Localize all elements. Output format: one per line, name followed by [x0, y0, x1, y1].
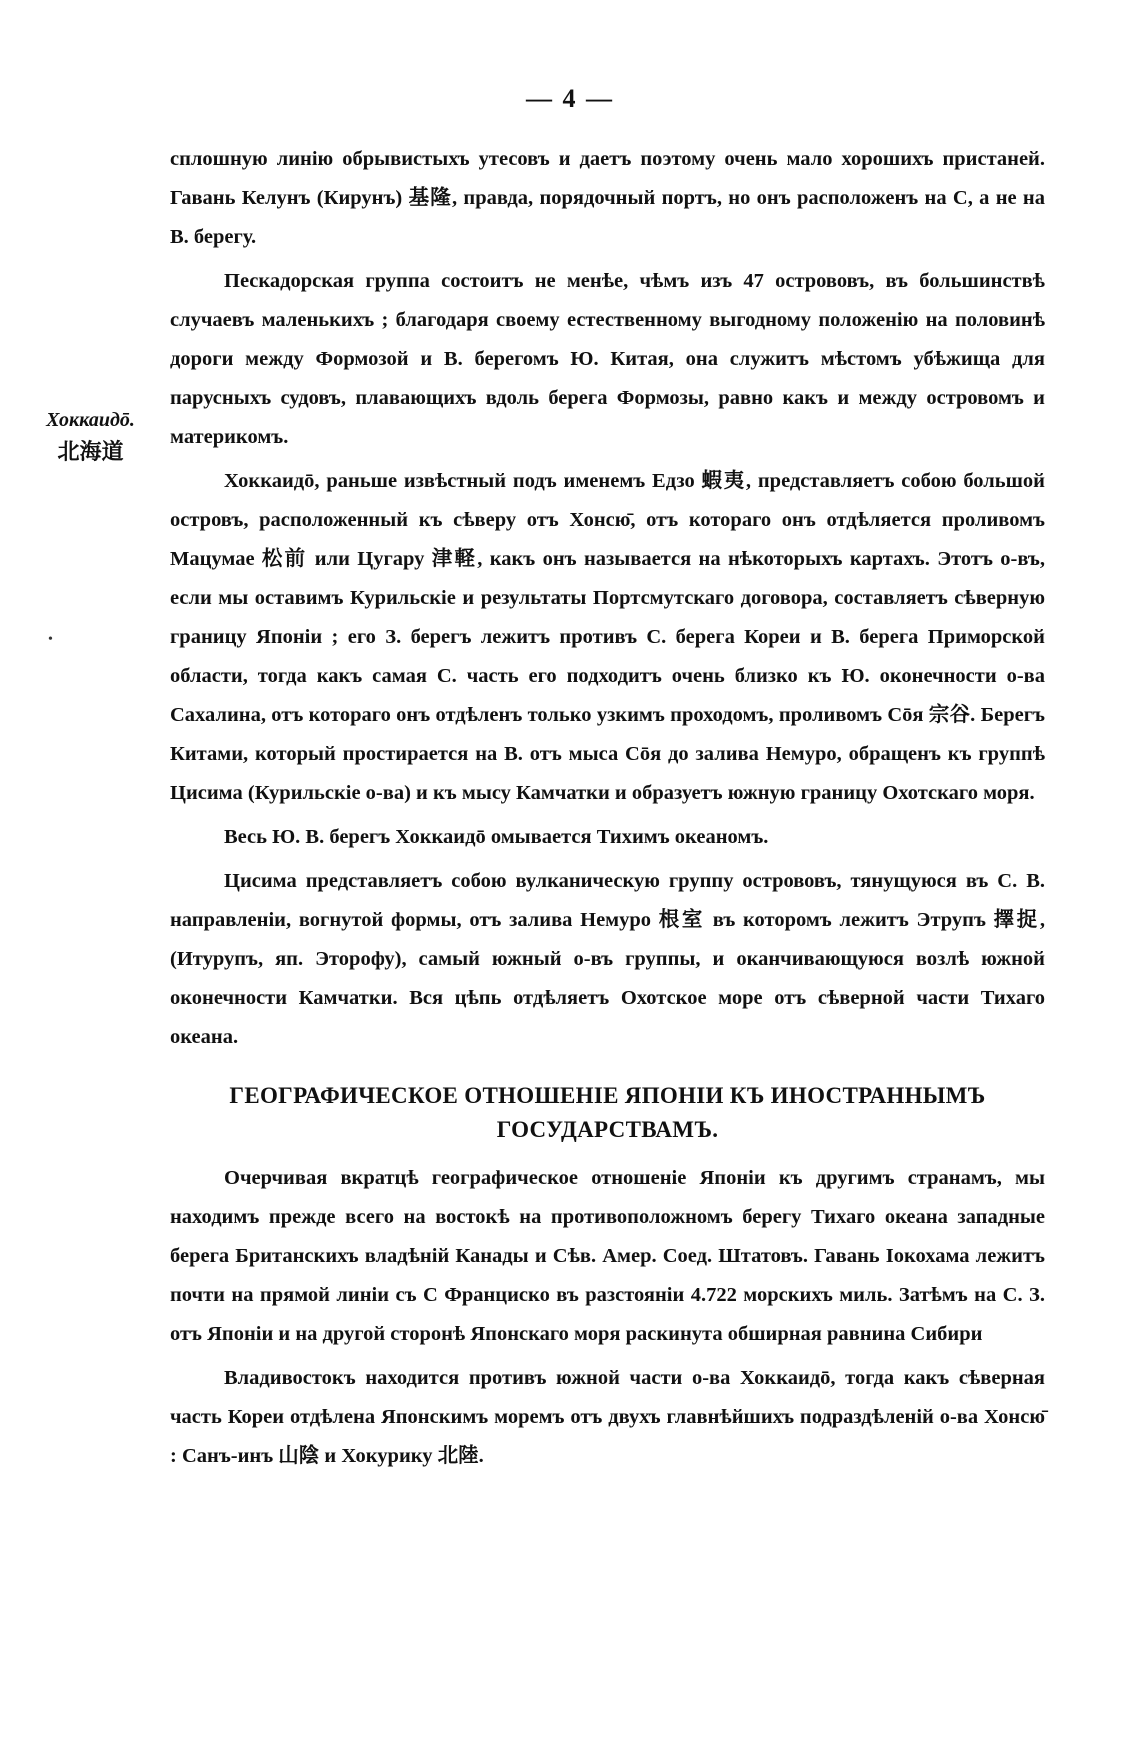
paragraph-kuril-islands: Цисима представляетъ собою вулканическую группу острововъ, тянущуюся въ С. В. направленіи, вогнутой формы, отъ залива Немуро 根室 въ которомъ лежитъ Этрупъ 擇捉, (Итурупъ, яп. Эторофу), самый южный о-въ группы, и оканчивающуюся возлѣ южной оконечности Камчатки. Вся цѣпь отдѣляетъ Охотское море отъ сѣверной части Тихаго океана. [170, 870, 1045, 1048]
paragraph-pescadores: Пескадорская группа состоитъ не менѣе, чѣмъ изъ 47 острововъ, въ большинствѣ случаевъ маленькихъ ; благодаря своему естественному выгодному положенію на половинѣ дороги между Формозой и В. берегомъ Ю. Китая, она служитъ мѣстомъ убѣжища для парусныхъ судовъ, плавающихъ вдоль берега Формозы, равно какъ и между островомъ и материкомъ. [170, 270, 1045, 448]
page-body [170, 140, 1045, 1476]
margin-note-hokkaido [28, 405, 153, 469]
page-number: — 4 — [526, 84, 614, 113]
margin-note-kanji: 北海道 [57, 439, 124, 464]
margin-note-title: Хоккаидō. [46, 409, 135, 431]
section-heading-line-1: ГЕОГРАФИЧЕСКОЕ ОТНОШЕНІЕ ЯПОНІИ КЪ ИНОСТРАННЫМЪ [229, 1083, 986, 1108]
print-speck: • [48, 632, 53, 647]
paragraph-taiwan-coast: сплошную линію обрывистыхъ утесовъ и даетъ поэтому очень мало хорошихъ пристаней. Гавань Келунъ (Кирунъ) 基隆, правда, порядочный портъ, но онъ расположенъ на С, а не на В. берегу. [170, 148, 1045, 248]
section-heading [170, 1079, 1045, 1147]
paragraph-hokkaido: Хоккаидō, раньше извѣстный подъ именемъ Едзо 蝦夷, представляетъ собою большой островъ, расположенный къ сѣверу отъ Хонсю̄, отъ котораго онъ отдѣляется проливомъ Мацумае 松前 или Цугару 津軽, какъ онъ называется на нѣкоторыхъ картахъ. Этотъ о-въ, если мы оставимъ Курильскіе и результаты Портсмутскаго договора, составляетъ сѣверную границу Японіи ; его З. берегъ лежитъ противъ С. берега Кореи и В. берега Приморской области, тогда какъ самая С. часть его подходитъ очень близко къ Ю. оконечности о-ва Сахалина, отъ котораго онъ отдѣленъ только узкимъ проходомъ, проливомъ Сōя 宗谷. Берегъ Китами, который простирается на В. отъ мыса Сōя до залива Немуро, обращенъ къ группѣ Цисима (Курильскіе о-ва) и къ мысу Камчатки и образуетъ южную границу Охотскаго моря. [170, 470, 1045, 804]
section-heading-line-2: ГОСУДАРСТВАМЪ. [496, 1117, 719, 1142]
paragraph-foreign-relations: Очерчивая вкратцѣ географическое отношеніе Японіи къ другимъ странамъ, мы находимъ прежде всего на востокѣ на противоположномъ берегу Тихаго океана западные берега Британскихъ владѣній Канады и Сѣв. Амер. Соед. Штатовъ. Гавань Іокохама лежитъ почти на прямой линіи съ С Франциско въ разстояніи 4.722 морскихъ миль. Затѣмъ на С. З. отъ Японіи и на другой сторонѣ Японскаго моря раскинута обширная равнина Сибири [170, 1167, 1045, 1345]
paragraph-southeast-coast: Весь Ю. В. берегъ Хоккаидō омывается Тихимъ океаномъ. [224, 826, 769, 848]
paragraph-vladivostok: Владивостокъ находится противъ южной части о-ва Хоккаидō, тогда какъ сѣверная часть Кореи отдѣлена Японскимъ моремъ отъ двухъ главнѣйшихъ подраздѣленій о-ва Хонсю̄ : Санъ-инъ 山陰 и Хокурику 北陸. [170, 1367, 1045, 1467]
